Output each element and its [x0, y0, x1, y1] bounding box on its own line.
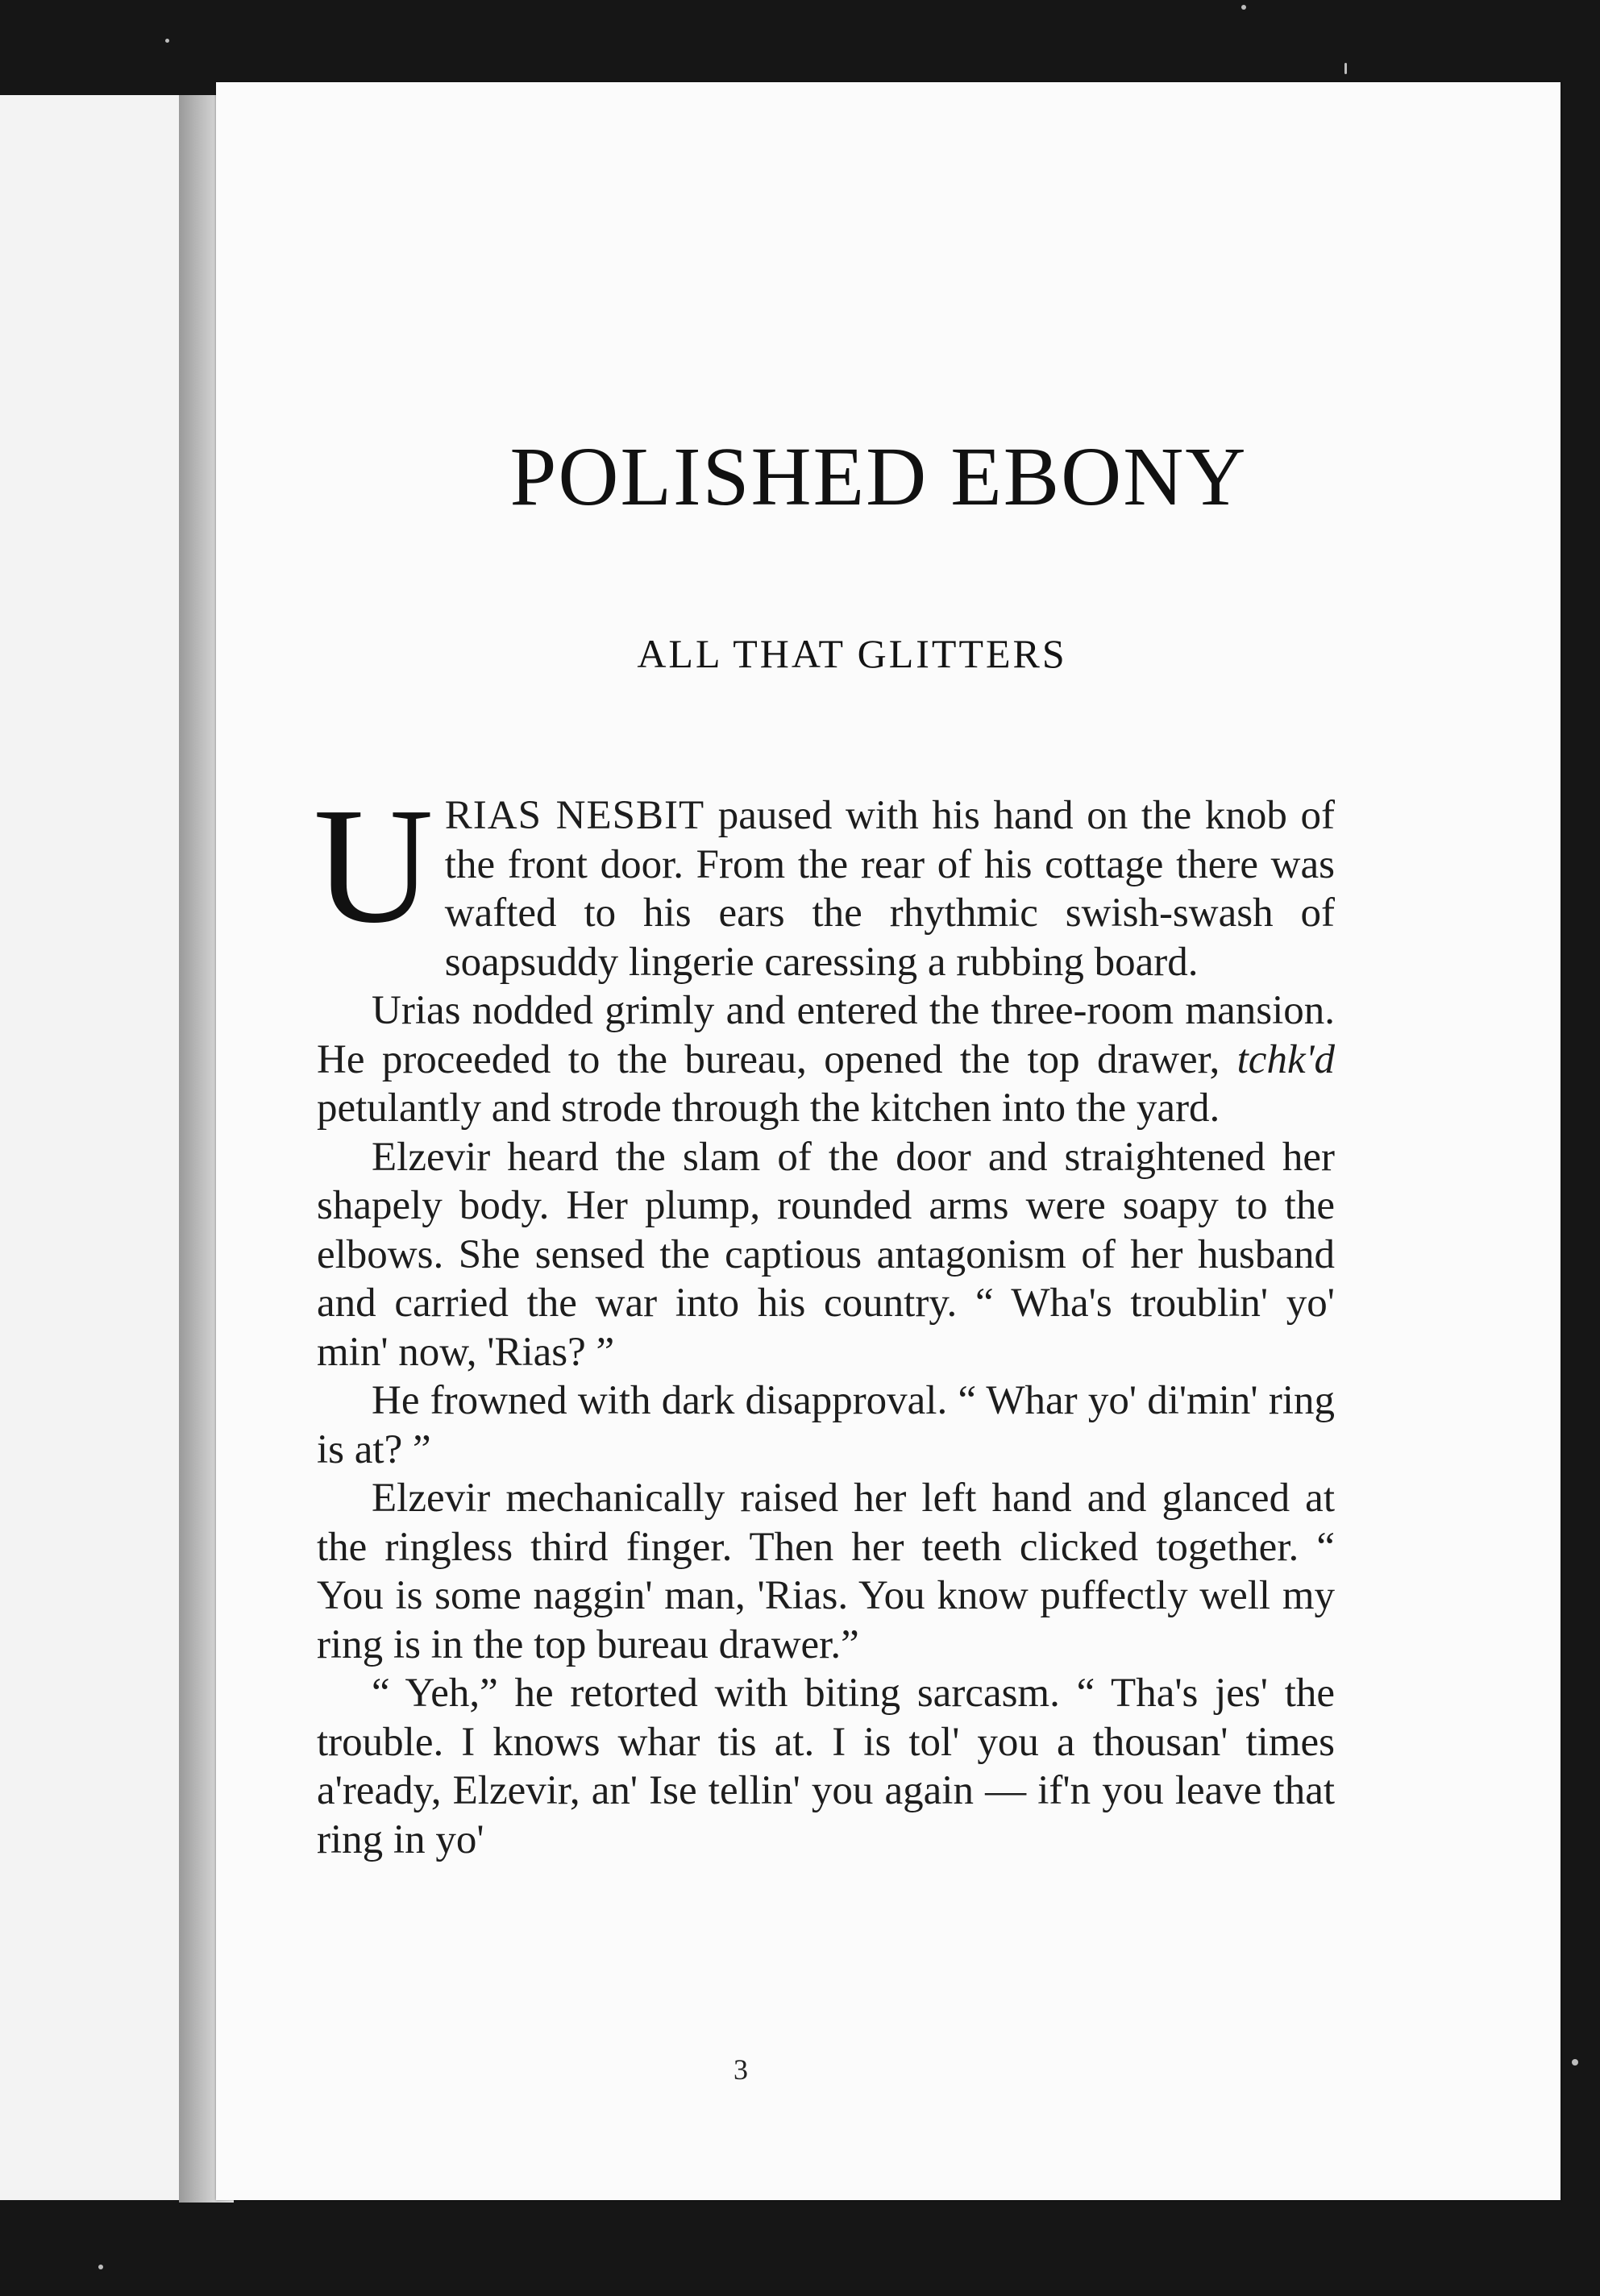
page-number: 3 — [734, 2053, 748, 2086]
paragraph-text: paused with his hand on the knob of the front door. From the rear of his cottage there was wafted to his ears the rhythmic swish-swash of soapsuddy lingerie caressing a rubbing board. — [444, 793, 1335, 985]
chapter-title: ALL THAT GLITTERS — [637, 631, 1067, 676]
facing-page-edge — [0, 95, 187, 2200]
paragraph: Elzevir heard the slam of the door and straightened her shapely body. Her plump, rounded arms were soapy to the elbows. She sensed the captious antagonism of her husband and carried the war into his country. “ Wha's troublin' yo' min' now, 'Rias? ” — [317, 1134, 1335, 1375]
dust-speck — [98, 2265, 103, 2269]
book-page — [216, 82, 1561, 2200]
opening-words: RIAS NESBIT — [444, 793, 705, 838]
dust-speck — [165, 39, 169, 43]
paragraph: “ Yeh,” he retorted with biting sarcasm. “ Tha's jes' the trouble. I knows whar tis at. I is tol' you a thousan' times a'ready, Elzevir, an' Ise tellin' you again — if'n you leave that ring in yo' — [317, 1671, 1335, 1862]
paragraph — [317, 986, 1335, 1133]
dust-speck — [1344, 63, 1347, 74]
paragraph: He frowned with dark disapproval. “ Whar yo' di'min' ring is at? ” — [317, 1378, 1335, 1472]
paragraph-text: Urias nodded grimly and entered the three-room mansion. He proceeded to the bureau, opened the top drawer, — [317, 988, 1335, 1082]
body-text — [314, 773, 1335, 1864]
book-title: POLISHED EBONY — [509, 430, 1248, 523]
italic-word: tchk'd — [1236, 1036, 1335, 1082]
paragraph-text: petulantly and strode through the kitchen into the yard. — [317, 1086, 1220, 1131]
dust-speck — [1572, 2059, 1578, 2066]
dust-speck — [1241, 5, 1246, 10]
drop-cap: U — [314, 773, 434, 957]
paragraph: Elzevir mechanically raised her left hand and glanced at the ringless third finger. Then her teeth clicked together. “ You is some naggin' man, 'Rias. You know puffectly well my ring is in the top bureau drawer.” — [317, 1476, 1335, 1667]
paragraph — [314, 773, 1335, 986]
